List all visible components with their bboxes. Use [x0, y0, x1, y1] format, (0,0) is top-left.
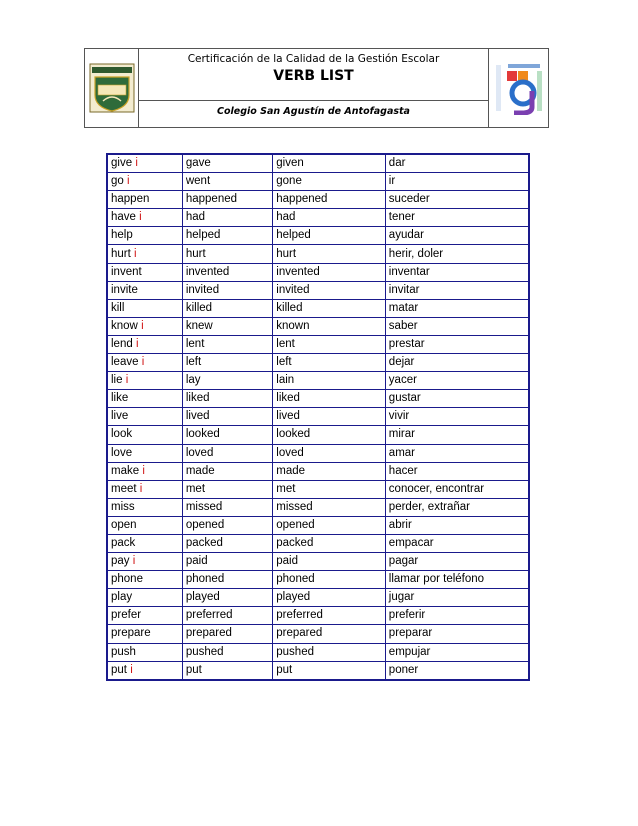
base-form-cell	[107, 281, 182, 299]
past-form: opened	[182, 516, 272, 534]
irregular-marker: i	[139, 211, 142, 224]
base-form: pack	[111, 537, 136, 550]
base-form: go	[111, 175, 124, 188]
table-row	[107, 534, 529, 552]
base-form: like	[111, 392, 129, 405]
past-participle: loved	[273, 444, 386, 462]
base-form-cell	[107, 390, 182, 408]
irregular-marker: i	[135, 157, 138, 170]
base-form-cell	[107, 154, 182, 173]
past-participle: hurt	[273, 245, 386, 263]
past-form: killed	[182, 299, 272, 317]
base-form: love	[111, 446, 133, 459]
past-form: preferred	[182, 607, 272, 625]
verb-table-body	[107, 154, 529, 680]
past-form: happened	[182, 191, 272, 209]
past-participle: made	[273, 462, 386, 480]
past-participle: left	[273, 354, 386, 372]
past-form: liked	[182, 390, 272, 408]
spanish-translation: jugar	[385, 589, 529, 607]
past-form: prepared	[182, 625, 272, 643]
base-form: have	[111, 211, 136, 224]
base-form: open	[111, 518, 137, 531]
past-participle: put	[273, 661, 386, 680]
base-form: hurt	[111, 247, 131, 260]
spanish-translation: llamar por teléfono	[385, 571, 529, 589]
past-participle: happened	[273, 191, 386, 209]
spanish-translation: conocer, encontrar	[385, 480, 529, 498]
base-form: live	[111, 410, 129, 423]
past-form: looked	[182, 426, 272, 444]
irregular-marker: i	[127, 175, 130, 188]
past-participle: phoned	[273, 571, 386, 589]
past-form: met	[182, 480, 272, 498]
table-row	[107, 571, 529, 589]
past-participle: liked	[273, 390, 386, 408]
spanish-translation: inventar	[385, 263, 529, 281]
header-divider	[139, 100, 488, 101]
past-participle: lain	[273, 372, 386, 390]
school-name: Colegio San Agustín de Antofagasta	[217, 106, 410, 117]
irregular-marker: i	[125, 374, 129, 387]
spanish-translation: ir	[385, 173, 529, 191]
spanish-translation: ayudar	[385, 227, 529, 245]
table-row	[107, 191, 529, 209]
page-title: VERB LIST	[273, 68, 354, 84]
table-row	[107, 299, 529, 317]
past-form: had	[182, 209, 272, 227]
document-header	[84, 48, 549, 128]
spanish-translation: herir, doler	[385, 245, 529, 263]
table-row	[107, 173, 529, 191]
past-participle: known	[273, 317, 386, 335]
table-row	[107, 516, 529, 534]
past-form: phoned	[182, 571, 272, 589]
past-form: knew	[182, 317, 272, 335]
table-row	[107, 390, 529, 408]
base-form-cell	[107, 462, 182, 480]
base-form: invent	[111, 265, 142, 278]
table-row	[107, 372, 529, 390]
base-form: kill	[111, 301, 125, 314]
base-form: play	[111, 591, 133, 604]
past-form: put	[182, 661, 272, 680]
spanish-translation: invitar	[385, 281, 529, 299]
spanish-translation: pagar	[385, 553, 529, 571]
past-form: gave	[182, 154, 272, 173]
past-form: played	[182, 589, 272, 607]
past-participle: looked	[273, 426, 386, 444]
base-form-cell	[107, 553, 182, 571]
base-form-cell	[107, 173, 182, 191]
spanish-translation: mirar	[385, 426, 529, 444]
past-form: loved	[182, 444, 272, 462]
spanish-translation: prestar	[385, 335, 529, 353]
base-form: pay	[111, 555, 130, 568]
past-form: invited	[182, 281, 272, 299]
table-row	[107, 263, 529, 281]
base-form-cell	[107, 299, 182, 317]
spanish-translation: hacer	[385, 462, 529, 480]
past-participle: opened	[273, 516, 386, 534]
spanish-translation: saber	[385, 317, 529, 335]
past-participle: played	[273, 589, 386, 607]
base-form-cell	[107, 191, 182, 209]
past-participle: lived	[273, 408, 386, 426]
header-text-block	[139, 49, 488, 127]
base-form-cell	[107, 426, 182, 444]
base-form: lie	[111, 374, 123, 387]
base-form-cell	[107, 516, 182, 534]
table-row	[107, 245, 529, 263]
past-participle: killed	[273, 299, 386, 317]
table-row	[107, 227, 529, 245]
table-row	[107, 607, 529, 625]
spanish-translation: perder, extrañar	[385, 498, 529, 516]
irregular-marker: i	[134, 247, 137, 260]
past-form: hurt	[182, 245, 272, 263]
base-form: meet	[111, 482, 137, 495]
base-form: look	[111, 428, 133, 441]
past-form: packed	[182, 534, 272, 552]
base-form-cell	[107, 661, 182, 680]
past-form: lent	[182, 335, 272, 353]
base-form: lend	[111, 337, 133, 350]
base-form-cell	[107, 589, 182, 607]
certification-line: Certificación de la Calidad de la Gestión Escolar	[187, 53, 440, 65]
table-row	[107, 209, 529, 227]
table-row	[107, 661, 529, 680]
spanish-translation: amar	[385, 444, 529, 462]
base-form-cell	[107, 372, 182, 390]
table-row	[107, 154, 529, 173]
quality-seal-cell	[488, 49, 548, 127]
base-form: know	[111, 319, 138, 332]
table-row	[107, 335, 529, 353]
base-form-cell	[107, 444, 182, 462]
past-participle: packed	[273, 534, 386, 552]
past-participle: pushed	[273, 643, 386, 661]
irregular-marker: i	[132, 555, 136, 568]
table-row	[107, 354, 529, 372]
past-participle: helped	[273, 227, 386, 245]
past-form: helped	[182, 227, 272, 245]
irregular-marker: i	[141, 356, 145, 369]
base-form-cell	[107, 354, 182, 372]
base-form-cell	[107, 498, 182, 516]
base-form-cell	[107, 480, 182, 498]
spanish-translation: empacar	[385, 534, 529, 552]
spanish-translation: preferir	[385, 607, 529, 625]
table-row	[107, 462, 529, 480]
past-participle: invented	[273, 263, 386, 281]
base-form: phone	[111, 573, 143, 586]
spanish-translation: matar	[385, 299, 529, 317]
past-form: missed	[182, 498, 272, 516]
base-form: help	[111, 229, 133, 242]
past-participle: missed	[273, 498, 386, 516]
base-form-cell	[107, 643, 182, 661]
spanish-translation: yacer	[385, 372, 529, 390]
past-participle: met	[273, 480, 386, 498]
spanish-translation: suceder	[385, 191, 529, 209]
base-form: prefer	[111, 609, 142, 622]
verb-list-table	[106, 153, 530, 681]
base-form-cell	[107, 317, 182, 335]
table-row	[107, 480, 529, 498]
past-form: made	[182, 462, 272, 480]
past-form: left	[182, 354, 272, 372]
base-form-cell	[107, 245, 182, 263]
base-form-cell	[107, 209, 182, 227]
table-row	[107, 643, 529, 661]
irregular-marker: i	[135, 337, 139, 350]
table-row	[107, 589, 529, 607]
past-participle: preferred	[273, 607, 386, 625]
past-participle: prepared	[273, 625, 386, 643]
past-participle: given	[273, 154, 386, 173]
past-participle: invited	[273, 281, 386, 299]
spanish-translation: dar	[385, 154, 529, 173]
base-form: push	[111, 645, 136, 658]
table-row	[107, 408, 529, 426]
spanish-translation: gustar	[385, 390, 529, 408]
spanish-translation: abrir	[385, 516, 529, 534]
table-row	[107, 317, 529, 335]
base-form: prepare	[111, 627, 151, 640]
spanish-translation: preparar	[385, 625, 529, 643]
past-form: lay	[182, 372, 272, 390]
school-crest-logo	[89, 63, 135, 113]
spanish-translation: vivir	[385, 408, 529, 426]
school-crest-cell	[85, 49, 139, 127]
irregular-marker: i	[139, 482, 143, 495]
base-form-cell	[107, 534, 182, 552]
past-form: lived	[182, 408, 272, 426]
base-form-cell	[107, 571, 182, 589]
past-participle: paid	[273, 553, 386, 571]
spanish-translation: poner	[385, 661, 529, 680]
table-row	[107, 281, 529, 299]
past-participle: lent	[273, 335, 386, 353]
base-form: miss	[111, 500, 135, 513]
past-form: went	[182, 173, 272, 191]
irregular-marker: i	[141, 319, 144, 332]
base-form: make	[111, 464, 140, 477]
base-form-cell	[107, 335, 182, 353]
table-row	[107, 498, 529, 516]
table-row	[107, 426, 529, 444]
base-form: invite	[111, 283, 138, 296]
base-form-cell	[107, 607, 182, 625]
base-form-cell	[107, 625, 182, 643]
table-row	[107, 553, 529, 571]
past-form: paid	[182, 553, 272, 571]
past-form: pushed	[182, 643, 272, 661]
irregular-marker: i	[130, 663, 133, 676]
table-row	[107, 444, 529, 462]
base-form-cell	[107, 408, 182, 426]
base-form: leave	[111, 356, 139, 369]
quality-seal-logo	[494, 61, 544, 115]
spanish-translation: dejar	[385, 354, 529, 372]
irregular-marker: i	[142, 464, 145, 477]
base-form-cell	[107, 227, 182, 245]
spanish-translation: empujar	[385, 643, 529, 661]
past-participle: had	[273, 209, 386, 227]
base-form: happen	[111, 193, 150, 206]
base-form: put	[111, 663, 127, 676]
past-participle: gone	[273, 173, 386, 191]
base-form: give	[111, 157, 133, 170]
spanish-translation: tener	[385, 209, 529, 227]
base-form-cell	[107, 263, 182, 281]
past-form: invented	[182, 263, 272, 281]
table-row	[107, 625, 529, 643]
